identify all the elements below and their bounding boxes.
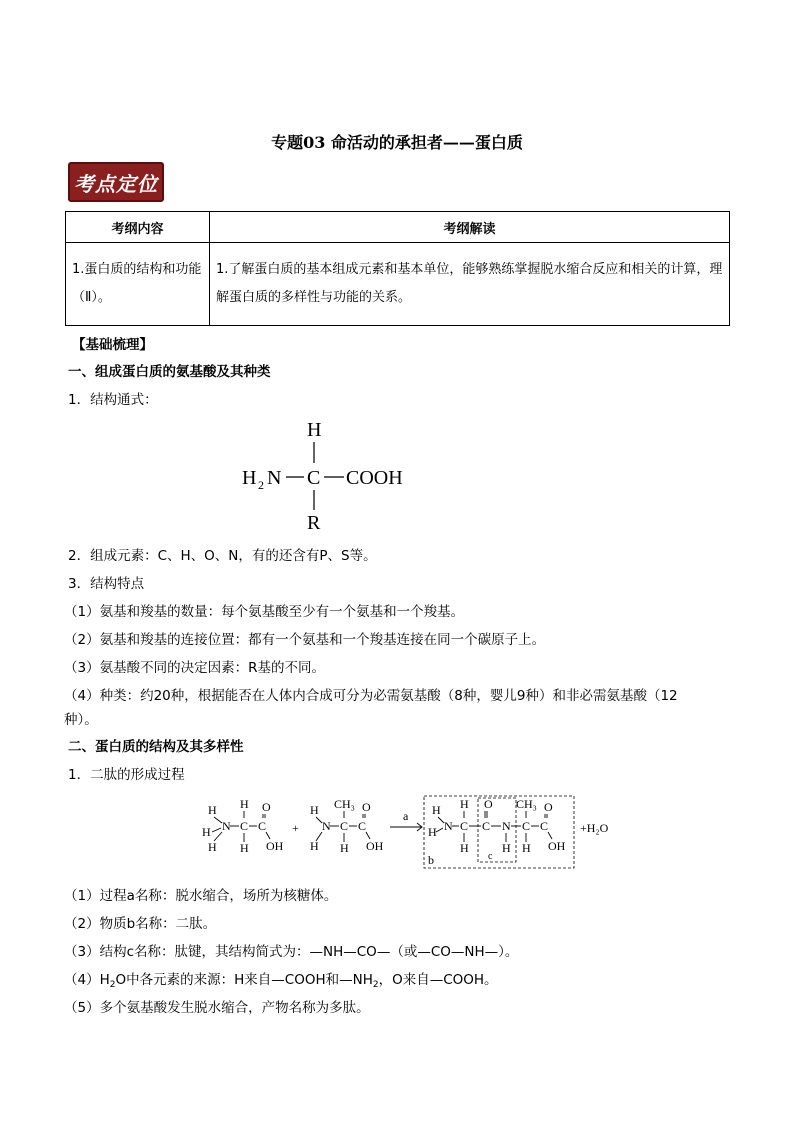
svg-text:O: O	[544, 800, 553, 814]
h2-point-4-pre: （4）H	[64, 972, 110, 988]
cell-interpretation: 1.了解蛋白质的基本组成元素和基本单位，能够熟练掌握脱水缩合反应和相关的计算，理解蛋白质的多样性与功能的关系。	[210, 243, 730, 326]
h2-point-3: （3）结构c名称：肽键，其结构简式为：—NH—CO—（或—CO—NH—）。	[64, 944, 519, 960]
arrow-label-a: a	[403, 809, 409, 823]
h1-point-4a: （4）种类：约20种，根据能否在人体内合成可分为必需氨基酸（8种，婴儿9种）和非必需氨基酸（12	[64, 688, 678, 704]
svg-text:H: H	[310, 839, 319, 853]
h1-point-4b: 种）。	[64, 712, 98, 728]
svg-text:H: H	[208, 803, 217, 817]
h2-point-5: （5）多个氨基酸发生脱水缩合，产物名称为多肽。	[64, 1000, 370, 1016]
svg-text:N: N	[222, 819, 231, 833]
svg-text:OH: OH	[366, 839, 384, 853]
h2-point-1: （1）过程a名称：脱水缩合，场所为核糖体。	[64, 888, 338, 904]
structure-left-sub: 2	[258, 478, 264, 492]
svg-text:H: H	[340, 841, 349, 855]
h1-point-3: （3）氨基酸不同的决定因素：R基的不同。	[64, 660, 325, 676]
h1-item-1: 1．结构通式：	[68, 392, 158, 408]
structure-center: C	[307, 467, 321, 489]
svg-text:N: N	[444, 819, 453, 833]
outline-table	[65, 211, 730, 326]
structure-bottom: R	[307, 512, 321, 534]
svg-text:O: O	[262, 800, 271, 814]
plus-sign: +	[292, 821, 299, 835]
h1-item-3: 3．结构特点	[68, 576, 145, 592]
svg-text:C: C	[540, 819, 549, 833]
svg-text:C: C	[240, 819, 249, 833]
structure-left-n: N	[267, 467, 282, 489]
svg-text:C: C	[522, 819, 531, 833]
svg-text:H: H	[310, 803, 319, 817]
svg-text:H: H	[240, 841, 249, 855]
cell-content: 1.蛋白质的结构和功能（Ⅱ）。	[66, 243, 210, 326]
svg-text:H: H	[428, 825, 437, 839]
svg-text:H: H	[522, 841, 531, 855]
table-row	[66, 243, 730, 326]
svg-text:H: H	[208, 840, 217, 854]
h2-point-4	[64, 968, 498, 990]
svg-text:OH: OH	[266, 839, 284, 853]
svg-text:C: C	[460, 819, 469, 833]
badge-label: 考点定位	[74, 171, 158, 196]
structure-left-h: H	[242, 467, 257, 489]
svg-text:H: H	[460, 841, 469, 855]
h2-point-4-end: ，O来自—COOH。	[378, 972, 498, 988]
svg-text:C: C	[358, 819, 367, 833]
svg-text:O: O	[362, 800, 371, 814]
ch3-label-1: CH₃	[334, 797, 355, 811]
svg-text:C: C	[482, 819, 491, 833]
heading-1: 一、组成蛋白质的氨基酸及其种类	[68, 364, 271, 380]
structure-top: H	[307, 419, 322, 441]
svg-text:H: H	[460, 797, 469, 811]
h1-item-2: 2．组成元素：C、H、O、N，有的还含有P、S等。	[68, 548, 377, 564]
h2-point-2: （2）物质b名称：二肽。	[64, 916, 217, 932]
amino-acid-structure	[236, 412, 426, 537]
svg-text:C: C	[340, 819, 349, 833]
water-label: +H₂O	[580, 821, 609, 835]
page-title: 专题03 命活动的承担者——蛋白质	[271, 133, 523, 152]
label-c: c	[488, 851, 493, 862]
h2-item-1: 1．二肽的形成过程	[68, 767, 185, 783]
svg-text:C: C	[258, 819, 267, 833]
svg-text:O: O	[484, 797, 493, 811]
header-content: 考纲内容	[66, 212, 210, 243]
table-header-row	[66, 212, 730, 243]
svg-text:H: H	[432, 803, 441, 817]
header-interpretation: 考纲解读	[210, 212, 730, 243]
h2-point-4-sub: 2	[109, 980, 116, 990]
h2-point-4-sub2: 2	[372, 980, 379, 990]
structure-right: COOH	[346, 467, 403, 489]
dipeptide-diagram	[200, 792, 630, 872]
h2-point-4-mid: O中各元素的来源：H来自—COOH和—NH	[115, 972, 373, 988]
svg-text:H: H	[240, 797, 249, 811]
svg-text:N: N	[322, 819, 331, 833]
section-basic: 【基础梳理】	[72, 337, 153, 353]
heading-2: 二、蛋白质的结构及其多样性	[68, 739, 244, 755]
label-b: b	[428, 853, 434, 867]
svg-text:H: H	[202, 825, 211, 839]
svg-text:H: H	[502, 841, 511, 855]
h1-point-1: （1）氨基和羧基的数量：每个氨基酸至少有一个氨基和一个羧基。	[64, 604, 465, 620]
ch3-label-2: CH₃	[516, 797, 537, 811]
h1-point-2: （2）氨基和羧基的连接位置：都有一个氨基和一个羧基连接在同一个碳原子上。	[64, 632, 546, 648]
svg-text:N: N	[502, 819, 511, 833]
svg-text:OH: OH	[548, 839, 566, 853]
section-badge	[68, 162, 164, 202]
